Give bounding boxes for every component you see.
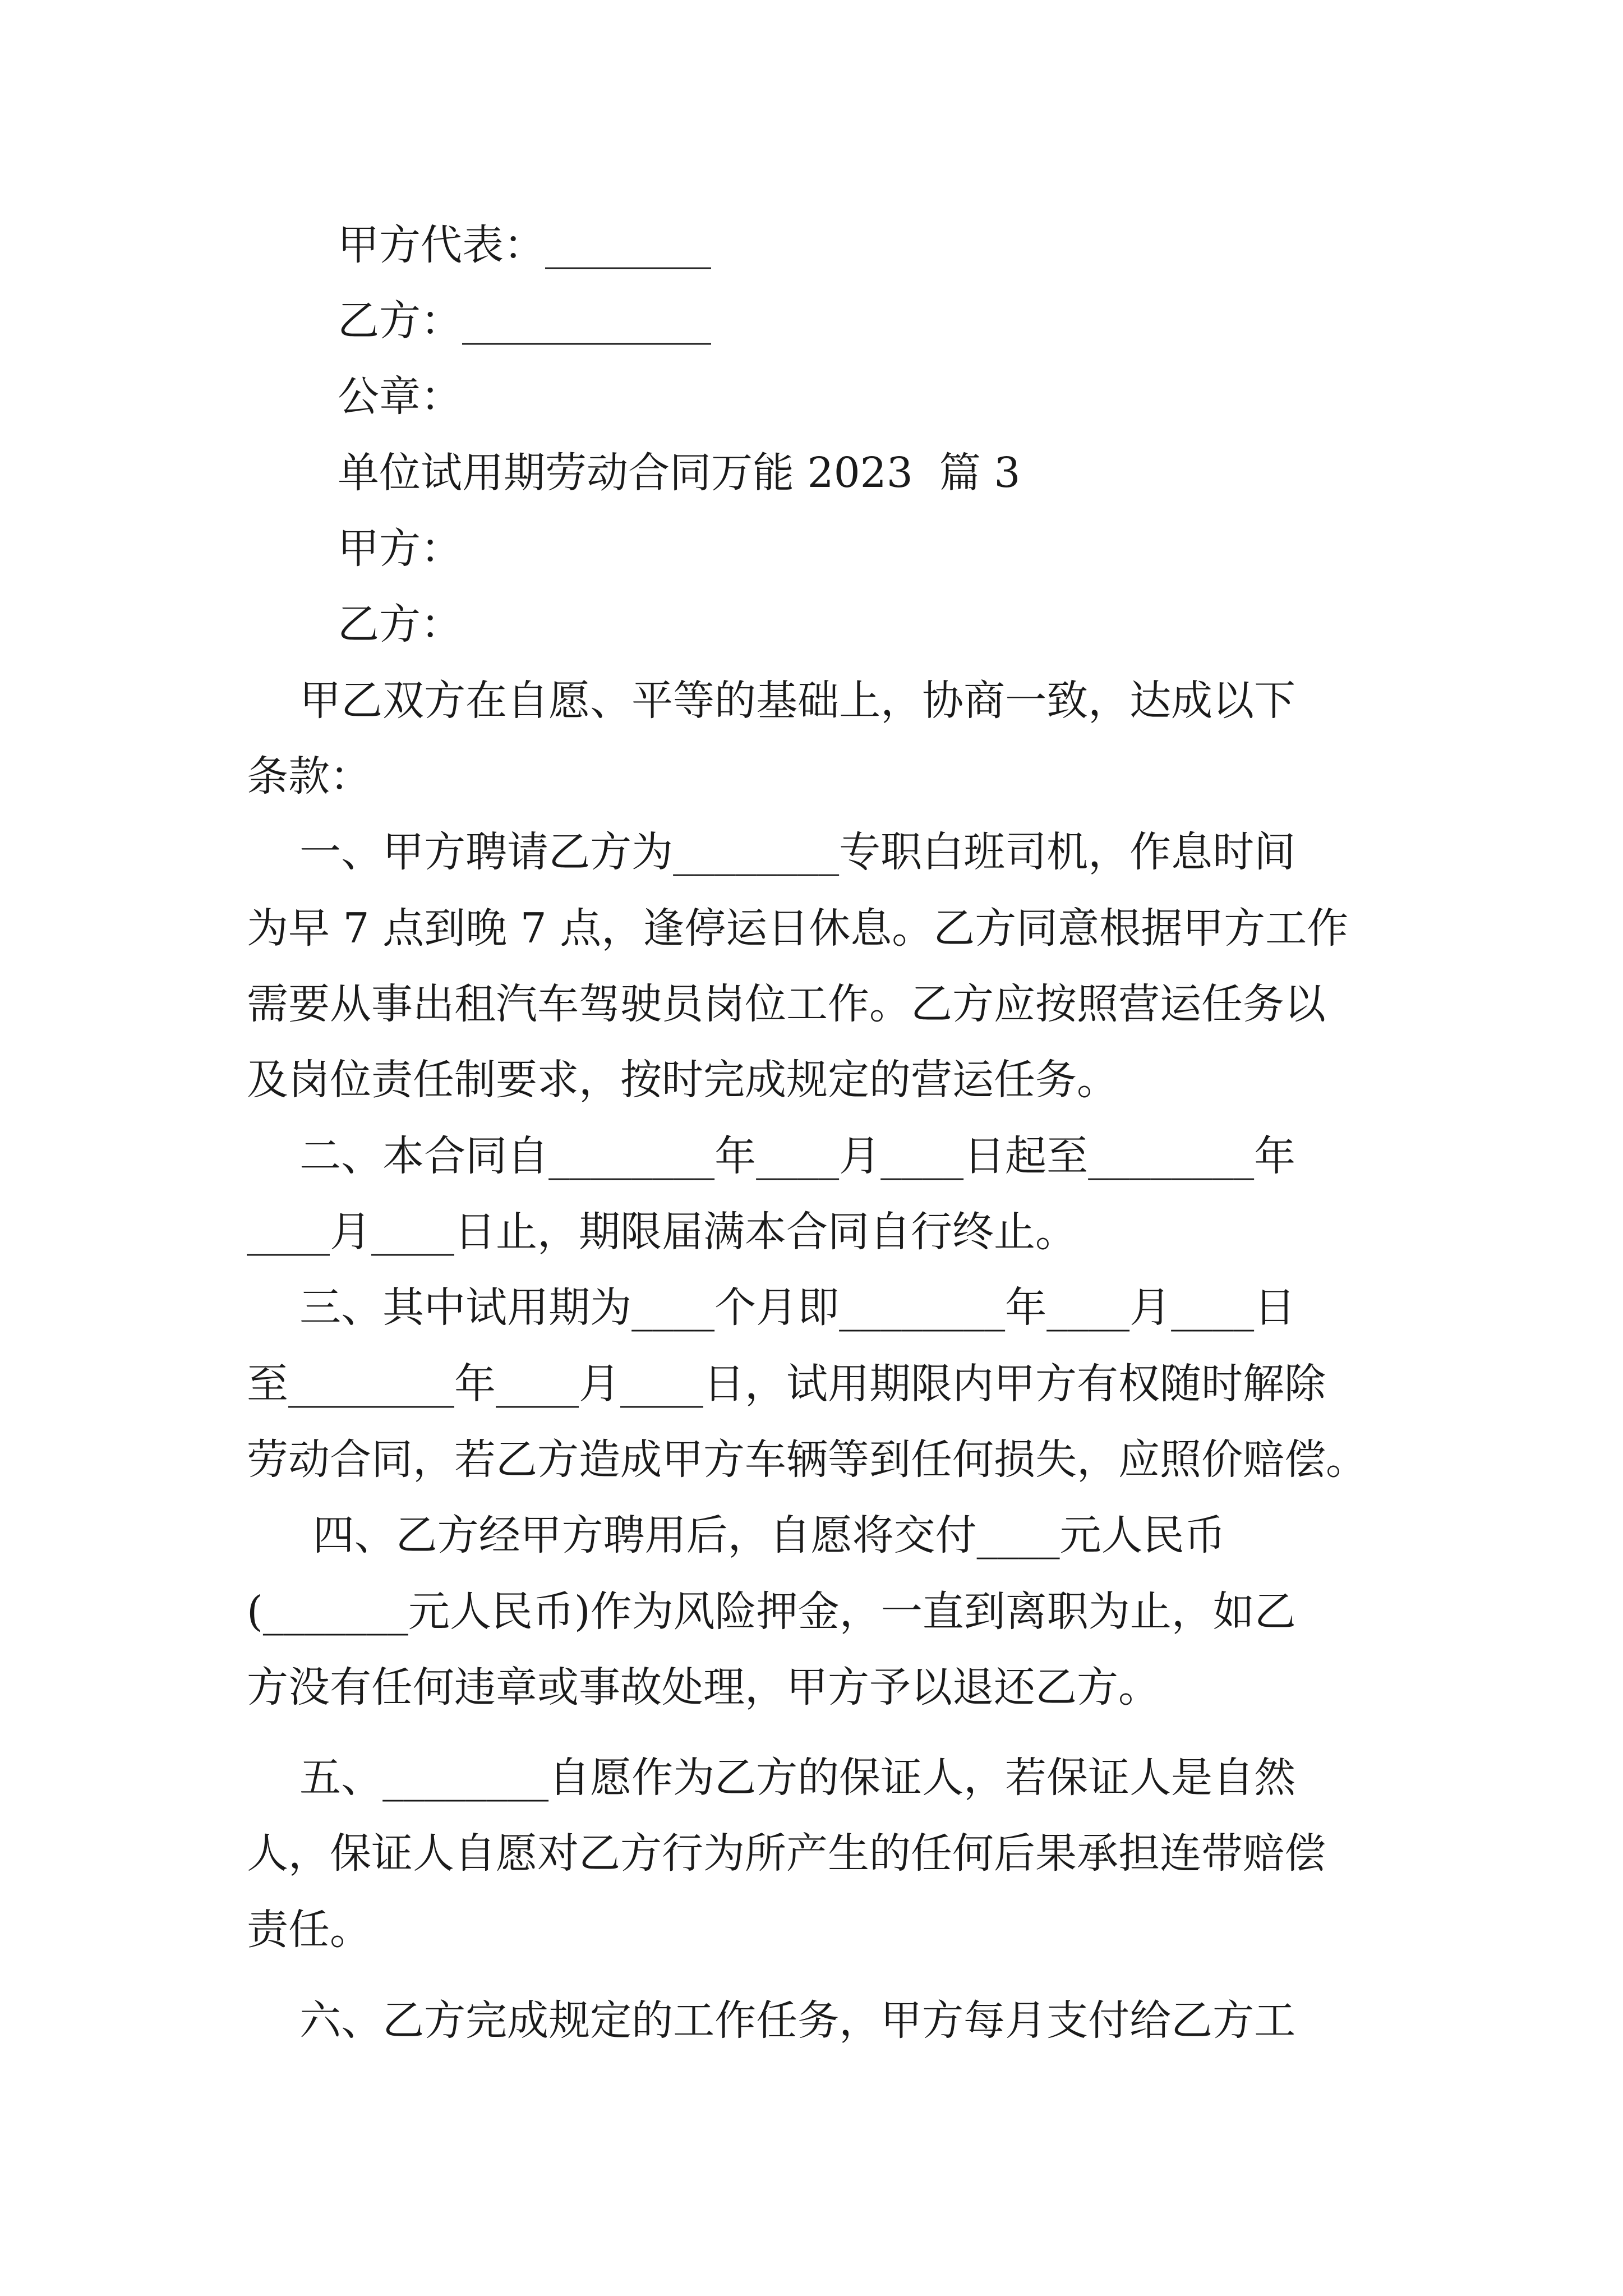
- section-title: 单位试用期劳动合同万能 2023 篇 3: [338, 449, 1021, 497]
- clause-4-line: 四、乙方经甲方聘用后，自愿将交付____元人民币: [247, 1511, 1226, 1559]
- party-a-representative-line: 甲方代表：________: [338, 221, 711, 269]
- clause-1-line: 需要从事出租汽车驾驶员岗位工作。乙方应按照营运任务以: [247, 980, 1326, 1028]
- clause-3-line: 劳动合同，若乙方造成甲方车辆等到任何损失，应照价赔偿。: [247, 1435, 1367, 1484]
- clause-2-line: 二、本合同自________年____月____日起至________年: [247, 1132, 1296, 1180]
- clause-1-line: 一、甲方聘请乙方为________专职白班司机，作息时间: [247, 828, 1296, 876]
- clause-4-line: 方没有任何违章或事故处理，甲方予以退还乙方。: [247, 1663, 1160, 1711]
- clause-6-line: 六、乙方完成规定的工作任务，甲方每月支付给乙方工: [247, 1996, 1296, 2045]
- preamble-line: 甲乙双方在自愿、平等的基础上，协商一致，达成以下: [247, 677, 1296, 725]
- clause-5-line: 人，保证人自愿对乙方行为所产生的任何后果承担连带赔偿: [247, 1829, 1326, 1878]
- party-a-label: 甲方：: [338, 524, 462, 573]
- official-seal-line: 公章：: [338, 372, 462, 421]
- preamble-line: 条款：: [247, 752, 371, 800]
- clause-3-line: 至________年____月____日，试用期限内甲方有权随时解除: [247, 1360, 1326, 1408]
- clause-2-line: ____月____日止，期限届满本合同自行终止。: [247, 1208, 1077, 1256]
- party-b-label: 乙方：: [338, 600, 462, 648]
- clause-5-line: 五、________自愿作为乙方的保证人，若保证人是自然: [247, 1754, 1296, 1802]
- clause-5-line: 责任。: [247, 1906, 371, 1954]
- clause-1-line: 及岗位责任制要求，按时完成规定的营运任务。: [247, 1056, 1118, 1104]
- clause-4-line: (_______元人民币)作为风险押金，一直到离职为止，如乙: [247, 1588, 1296, 1636]
- clause-3-line: 三、其中试用期为____个月即________年____月____日: [247, 1283, 1296, 1332]
- clause-1-line: 为早 7 点到晚 7 点，逢停运日休息。乙方同意根据甲方工作: [247, 904, 1349, 953]
- party-b-signature-line: 乙方：____________: [338, 297, 711, 345]
